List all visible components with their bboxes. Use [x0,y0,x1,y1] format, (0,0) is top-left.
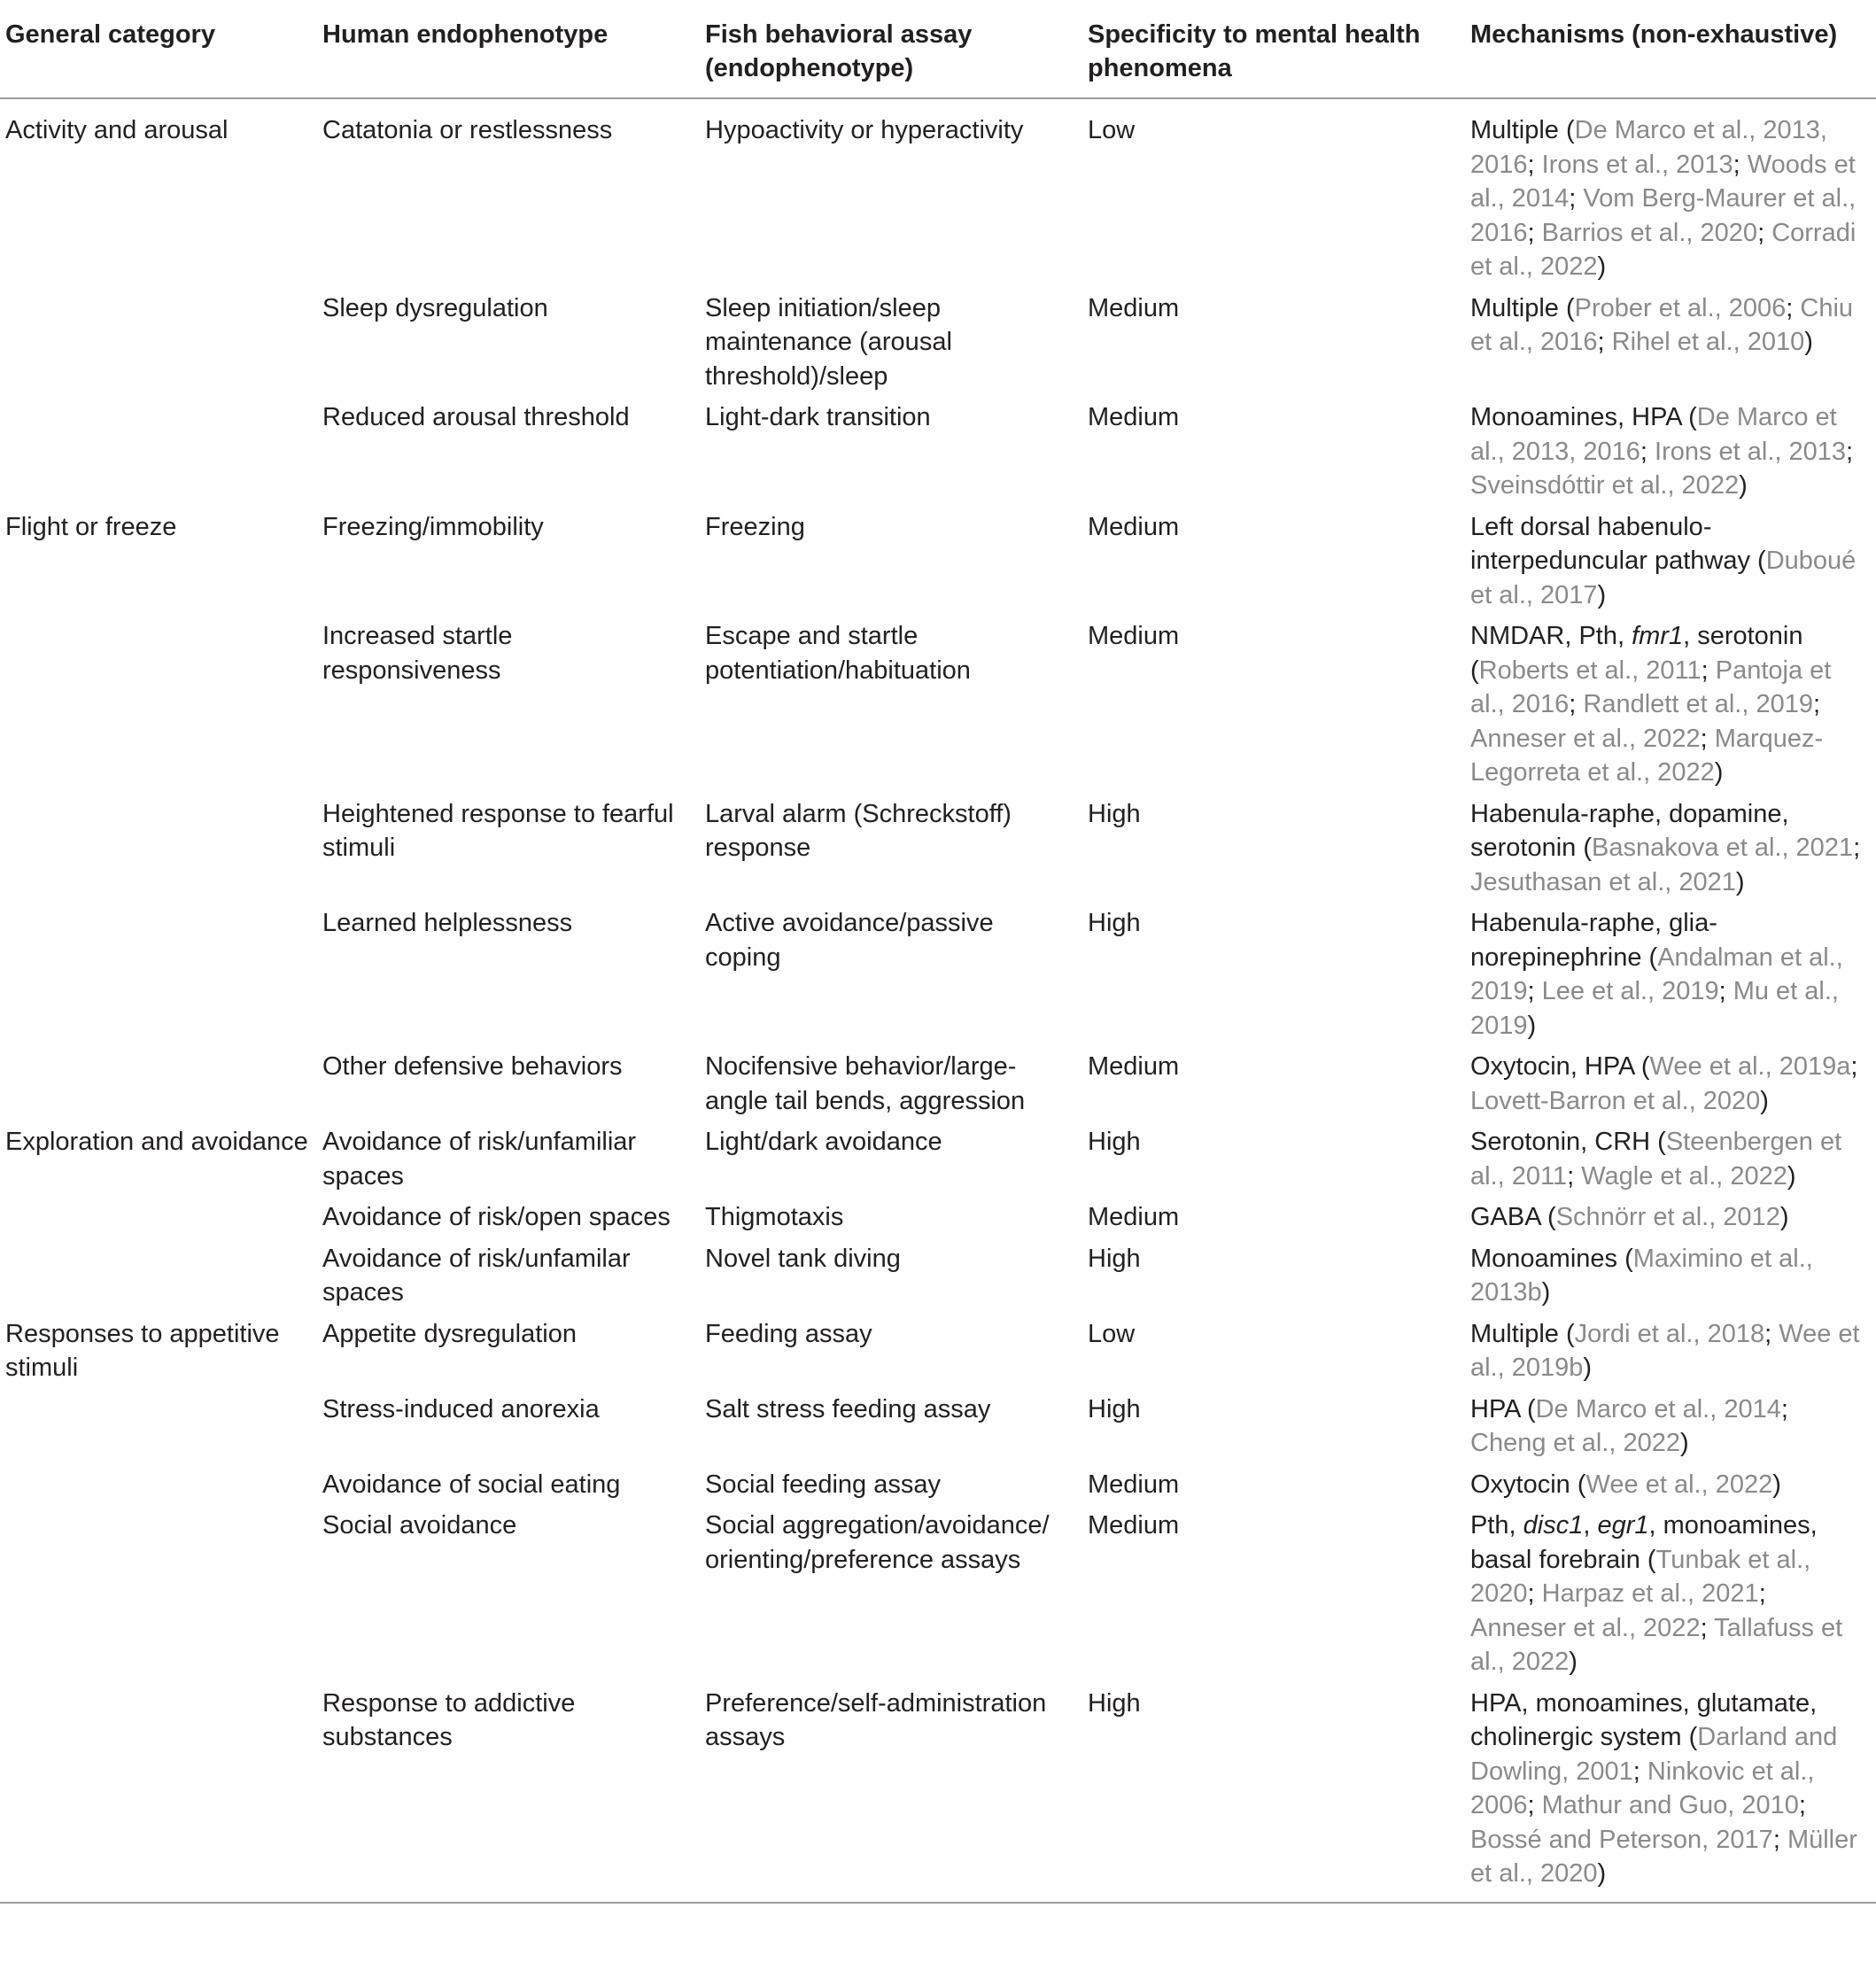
cell-fish-assay: Nocifensive behavior/large-angle tail bends, aggression [705,1052,1026,1115]
cell-human-endophenotype: Heightened response to fearful stimuli [322,799,674,862]
cell-human-endophenotype: Freezing/immobility [322,512,544,541]
table-row [0,510,1876,620]
cell-specificity: Medium [1088,1203,1180,1231]
mechanism-text: ; [1567,1161,1582,1191]
mechanism-text: ; [1700,724,1715,753]
citation-link[interactable]: De Marco et al., 2014 [1535,1394,1781,1423]
cell-mechanisms [1465,1687,1876,1903]
citation-link[interactable]: De Marco et al., 2013, 2016 [1470,116,1827,179]
mechanism-text: GABA [1470,1203,1548,1231]
header-general-category: General category [0,0,317,98]
mechanism-text: HPA [1470,1394,1527,1423]
cell-fish-assay: Salt stress feeding assay [705,1394,991,1423]
mechanism-text: ) [1527,1011,1537,1040]
mechanism-text: Oxytocin [1470,1470,1578,1499]
mechanism-text: ; [1798,1791,1806,1819]
cell-specificity: High [1088,1244,1141,1273]
mechanism-text: ( [1566,1319,1575,1348]
mechanism-text: Multiple [1470,293,1566,322]
cell-mechanisms [1465,1509,1876,1687]
table-row [0,797,1876,907]
mechanism-text: ) [1787,1161,1796,1191]
mechanism-text: ; [1786,293,1801,322]
cell-specificity: High [1088,1394,1141,1423]
citation-link[interactable]: Randlett et al., 2019 [1583,690,1813,718]
cell-fish-assay: Novel tank diving [705,1244,901,1273]
citation-link[interactable]: Jesuthasan et al., 2021 [1470,867,1736,896]
mechanism-text: ( [1648,942,1658,972]
cell-fish-assay: Larval alarm (Schreckstoff) response [705,799,1012,862]
citation-link[interactable]: Darland and Dowling, 2001 [1470,1723,1838,1786]
mechanism-text: Pth, [1470,1511,1523,1540]
citation-link[interactable]: Tallafuss et al., 2022 [1470,1613,1843,1676]
mechanism-text: , [1583,1511,1598,1540]
cell-mechanisms [1465,1200,1876,1242]
cell-general-category [0,1687,317,1903]
cell-mechanisms [1465,510,1876,620]
mechanism-text: ; [1733,150,1748,179]
citation-link[interactable]: Woods et al., 2014 [1470,150,1856,213]
citation-link[interactable]: Anneser et al., 2022 [1470,1613,1701,1642]
citation-link[interactable]: De Marco et al., 2013, 2016 [1470,403,1837,466]
mechanism-text: ) [1583,1354,1593,1382]
mechanism-text: ( [1757,547,1766,575]
cell-specificity: Medium [1088,1511,1180,1540]
cell-general-category [0,1468,317,1509]
cell-general-category: Flight or freeze [5,512,177,541]
cell-human-endophenotype: Avoidance of risk/open spaces [322,1203,671,1231]
citation-link[interactable]: Irons et al., 2013 [1655,437,1847,466]
table-row [0,1200,1876,1242]
mechanism-text: ( [1688,403,1697,431]
mechanism-text: ; [1569,690,1584,718]
table-header-row [0,0,1876,98]
citation-link[interactable]: Irons et al., 2013 [1541,150,1733,179]
cell-general-category [0,906,317,1050]
table-row [0,1392,1876,1468]
mechanism-text: ) [1569,1648,1578,1676]
cell-general-category: Activity and arousal [5,116,229,144]
cell-mechanisms [1465,1468,1876,1509]
cell-specificity: High [1088,1688,1141,1718]
cell-fish-assay: Thigmotaxis [705,1203,844,1231]
cell-specificity: High [1088,799,1141,828]
cell-human-endophenotype: Sleep dysregulation [322,293,548,322]
cell-mechanisms [1465,1317,1876,1392]
cell-fish-assay: Social feeding assay [705,1470,941,1499]
cell-mechanisms [1465,1242,1876,1317]
cell-human-endophenotype: Avoidance of risk/unfamilar spaces [322,1244,631,1307]
cell-specificity: Low [1088,1319,1136,1348]
cell-general-category [0,619,317,797]
cell-general-category [0,291,317,401]
table-body [0,98,1876,1903]
cell-general-category [0,1392,317,1468]
citation-link[interactable]: Wagle et al., 2022 [1581,1161,1787,1191]
citation-link[interactable]: Harpaz et al., 2021 [1541,1579,1759,1608]
citation-link[interactable]: Prober et al., 2006 [1574,293,1787,322]
mechanism-text: Oxytocin, HPA [1470,1052,1641,1081]
cell-general-category [0,1509,317,1687]
citation-link[interactable]: Sveinsdóttir et al., 2022 [1470,471,1740,500]
table-row [0,400,1876,510]
cell-general-category: Exploration and avoidance [5,1128,308,1156]
citation-link[interactable]: Schnörr et al., 2012 [1555,1203,1780,1231]
cell-human-endophenotype: Appetite dysregulation [322,1319,577,1348]
mechanism-text: Left dorsal habenulo-interpeduncular pathway [1470,512,1758,575]
mechanism-text: ( [1470,655,1479,685]
table-row [0,1509,1876,1687]
cell-fish-assay: Freezing [705,512,805,541]
mechanism-text: Habenula-raphe, glia-norepinephrine [1470,909,1717,972]
cell-general-category [0,1200,317,1242]
cell-fish-assay: Preference/self-administration assays [705,1688,1047,1751]
mechanism-text: ; [1527,1579,1542,1608]
mechanism-text: ( [1547,1203,1556,1231]
cell-specificity: Medium [1088,403,1180,431]
cell-human-endophenotype: Other defensive behaviors [322,1052,623,1081]
citation-link[interactable]: Vom Berg-Maurer et al., 2016 [1470,184,1857,247]
mechanism-text: ) [1597,580,1607,609]
mechanism-text: ) [1772,1470,1781,1499]
cell-specificity: High [1088,1128,1141,1156]
mechanism-text: Multiple [1470,1319,1566,1348]
cell-mechanisms [1465,906,1876,1050]
citation-link[interactable]: Roberts et al., 2011 [1478,655,1702,685]
mechanism-text: ) [1714,758,1724,787]
cell-specificity: Medium [1088,1052,1180,1081]
citation-link[interactable]: Bossé and Peterson, 2017 [1470,1825,1773,1854]
cell-mechanisms [1465,1392,1876,1468]
citation-link[interactable]: Pantoja et al., 2016 [1470,655,1832,718]
mechanism-text: ; [1764,1319,1779,1348]
mechanism-text: ( [1577,1470,1586,1499]
table-row [0,1242,1876,1317]
cell-specificity: High [1088,909,1141,937]
mechanism-text: ; [1527,977,1542,1005]
mechanism-text: ; [1718,977,1733,1005]
mechanism-text: Monoamines, HPA [1470,403,1689,431]
mechanism-text: ( [1647,1545,1656,1574]
citation-link[interactable]: Rihel et al., 2010 [1611,328,1805,356]
mechanism-text: NMDAR, Pth, [1470,622,1632,650]
mechanism-text: ; [1701,655,1716,685]
mechanism-text: ; [1780,1394,1788,1423]
cell-human-endophenotype: Social avoidance [322,1511,517,1540]
cell-human-endophenotype: Avoidance of social eating [322,1470,621,1499]
cell-fish-assay: Hypoactivity or hyperactivity [705,116,1024,144]
mechanism-text: ) [1597,252,1607,281]
mechanism-text: ; [1527,150,1542,179]
table-row [0,1468,1876,1509]
mechanism-text: ) [1760,1086,1769,1115]
mechanism-text: ( [1657,1128,1666,1156]
citation-link[interactable]: Lovett-Barron et al., 2020 [1470,1086,1761,1115]
mechanism-text: ; [1812,690,1821,718]
cell-fish-assay: Sleep initiation/sleep maintenance (arousal threshold)/sleep [705,293,952,391]
mechanism-text: Habenula-raphe, dopamine, serotonin [1470,799,1789,862]
citation-link[interactable]: Steenbergen et al., 2011 [1470,1128,1842,1191]
cell-mechanisms [1465,1125,1876,1200]
mechanism-text: ; [1640,437,1655,466]
cell-human-endophenotype: Avoidance of risk/unfamiliar spaces [322,1128,637,1191]
table-row [0,619,1876,797]
mechanism-text: ; [1853,834,1861,862]
mechanism-text: ) [1597,1859,1607,1888]
mechanism-text: ( [1640,1052,1650,1081]
cell-fish-assay: Feeding assay [705,1319,872,1348]
mechanism-text: ; [1569,184,1584,213]
cell-fish-assay: Light-dark transition [705,403,931,431]
cell-specificity: Low [1088,116,1136,144]
mechanism-text: ) [1804,328,1813,356]
citation-link[interactable]: Basnakova et al., 2021 [1592,834,1854,862]
citation-link[interactable]: Maximino et al., 2013b [1470,1244,1813,1307]
header-specificity: Specificity to mental health phenomena [1082,0,1465,98]
citation-link[interactable]: Müller et al., 2020 [1470,1825,1857,1888]
mechanism-text: ) [1735,867,1745,896]
citation-link[interactable]: Barrios et al., 2020 [1541,218,1758,247]
mechanism-text: , serotonin [1683,622,1803,650]
mechanism-text: Multiple [1470,116,1566,144]
mechanism-text: ( [1566,293,1575,322]
mechanism-text: ; [1850,1052,1858,1081]
mechanism-text: ( [1526,1394,1536,1423]
cell-mechanisms [1465,291,1876,401]
citation-link[interactable]: Mathur and Guo, 2010 [1541,1791,1799,1819]
mechanism-text: ( [1566,116,1575,144]
cell-mechanisms [1465,1050,1876,1125]
cell-human-endophenotype: Response to addictive substances [322,1688,576,1751]
table-row [0,906,1876,1050]
mechanism-text: ) [1541,1278,1551,1307]
citation-link[interactable]: Marquez-Legorreta et al., 2022 [1470,724,1824,787]
citation-link[interactable]: Cheng et al., 2022 [1470,1429,1681,1457]
citation-link[interactable]: Jordi et al., 2018 [1574,1319,1765,1348]
cell-mechanisms [1465,98,1876,291]
citation-link[interactable]: Wee et al., 2022 [1585,1470,1773,1499]
cell-specificity: Medium [1088,512,1180,541]
cell-fish-assay: Escape and startle potentiation/habituation [705,622,971,685]
citation-link[interactable]: Anneser et al., 2022 [1470,724,1701,753]
gene-name: fmr1 [1632,622,1684,650]
header-mechanisms: Mechanisms (non-exhaustive) [1465,0,1876,98]
cell-mechanisms [1465,400,1876,510]
header-fish-assay: Fish behavioral assay (endophenotype) [700,0,1082,98]
mechanism-text: ; [1846,437,1854,466]
cell-specificity: Medium [1088,622,1180,650]
citation-link[interactable]: Chiu et al., 2016 [1470,293,1854,356]
mechanism-text: ; [1700,1613,1715,1642]
cell-fish-assay: Social aggregation/avoidance/ orienting/preference assays [705,1511,1050,1574]
gene-name: egr1 [1597,1511,1649,1540]
mechanism-text: ( [1624,1244,1633,1273]
mechanism-text: ; [1527,1791,1542,1819]
table-row [0,1050,1876,1125]
citation-link[interactable]: Wee et al., 2019b [1470,1319,1860,1382]
citation-link[interactable]: Lee et al., 2019 [1541,977,1719,1005]
cell-fish-assay: Active avoidance/passive coping [705,909,994,972]
table-row [0,1125,1876,1200]
cell-general-category [0,797,317,907]
mechanism-text: ; [1597,328,1612,356]
mechanism-text: ; [1527,218,1542,247]
table-row [0,98,1876,291]
citation-link[interactable]: Andalman et al., 2019 [1470,942,1843,1005]
citation-link[interactable]: Wee et al., 2019a [1649,1052,1851,1081]
mechanism-text: ; [1757,218,1772,247]
mechanism-text: ; [1632,1757,1647,1786]
cell-human-endophenotype: Reduced arousal threshold [322,403,630,431]
mechanism-text: Serotonin, CRH [1470,1128,1658,1156]
cell-human-endophenotype: Learned helplessness [322,909,573,937]
table-row [0,1687,1876,1903]
mechanism-text: , monoamines, basal forebrain [1470,1511,1818,1574]
cell-general-category [0,400,317,510]
table-row [0,1317,1876,1392]
cell-general-category [0,1050,317,1125]
citation-link[interactable]: Ninkovic et al., 2006 [1470,1757,1815,1819]
mechanism-text: ) [1739,471,1748,500]
cell-human-endophenotype: Catatonia or restlessness [322,116,613,144]
cell-mechanisms [1465,797,1876,907]
cell-general-category [0,1242,317,1317]
citation-link[interactable]: Duboué et al., 2017 [1470,547,1857,609]
mechanism-text: HPA, monoamines, glutamate, cholinergic system [1470,1688,1818,1751]
table-row [0,291,1876,401]
mechanism-text: ( [1583,834,1593,862]
cell-specificity: Medium [1088,1470,1180,1499]
cell-mechanisms [1465,619,1876,797]
mechanism-text: ( [1688,1723,1698,1751]
cell-human-endophenotype: Increased startle responsiveness [322,622,513,685]
citation-link[interactable]: Tunbak et al., 2020 [1470,1545,1811,1608]
cell-specificity: Medium [1088,293,1180,322]
cell-fish-assay: Light/dark avoidance [705,1128,942,1156]
mechanism-text: ) [1779,1203,1789,1231]
cell-human-endophenotype: Stress-induced anorexia [322,1394,600,1423]
mechanism-text: Monoamines [1470,1244,1625,1273]
citation-link[interactable]: Mu et al., 2019 [1470,977,1839,1040]
mechanism-text: ; [1758,1579,1766,1608]
gene-name: disc1 [1523,1511,1584,1540]
header-human-endophenotype: Human endophenotype [317,0,700,98]
mechanism-text: ) [1680,1429,1689,1457]
mechanism-text: ; [1772,1825,1787,1854]
citation-link[interactable]: Corradi et al., 2022 [1470,218,1857,281]
cell-general-category: Responses to appetitive stimuli [5,1319,280,1382]
